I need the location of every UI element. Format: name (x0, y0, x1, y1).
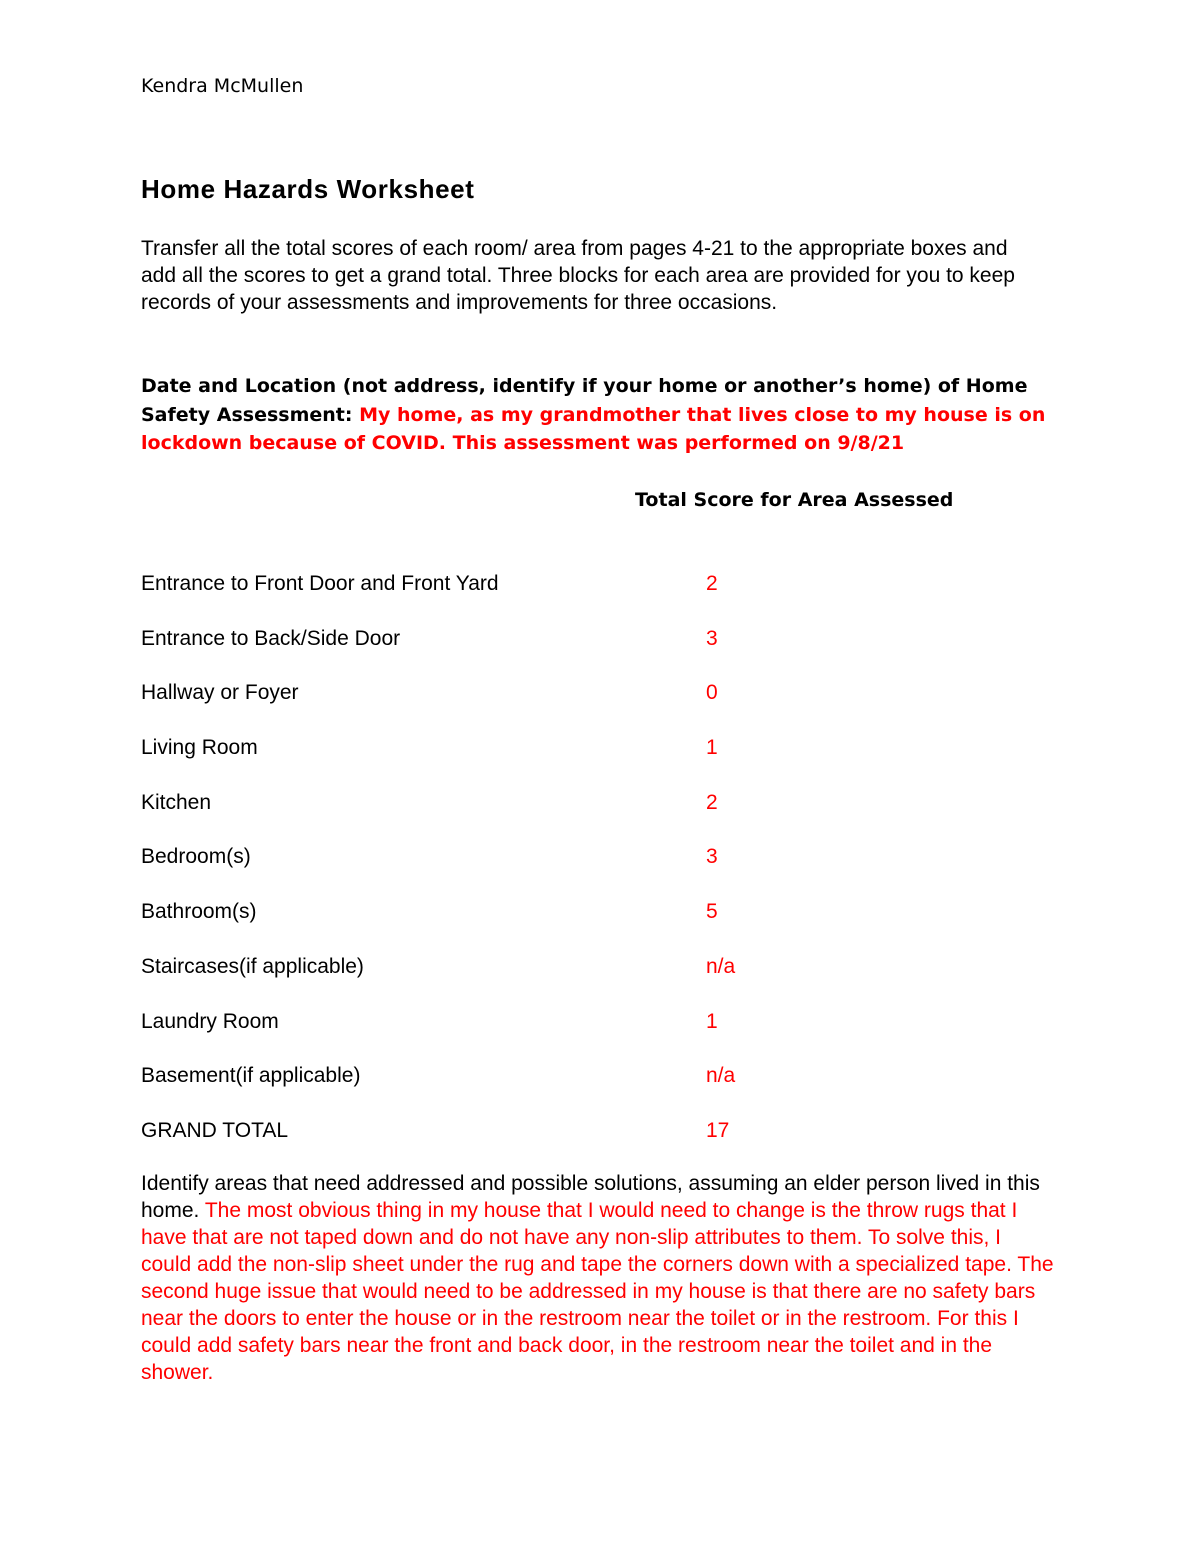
area-row (141, 1008, 941, 1063)
area-row (141, 898, 941, 953)
solutions-prompt: Identify areas that need addressed and possible solutions, assuming an elder person lived in this home. (141, 1172, 1040, 1222)
area-score: n/a (706, 954, 736, 978)
area-row (141, 1062, 941, 1117)
grand-total-label: GRAND TOTAL (141, 1118, 289, 1142)
area-score: 0 (706, 681, 718, 705)
area-label: Bathroom(s) (141, 900, 257, 924)
area-row (141, 843, 941, 898)
author-name: Kendra McMullen (141, 75, 304, 97)
area-score: 1 (706, 736, 718, 760)
area-label: Bedroom(s) (141, 845, 251, 869)
area-label: Living Room (141, 736, 258, 760)
instructions-paragraph: Transfer all the total scores of each room/ area from pages 4-21 to the appropriate boxes and add all the scores to get a grand total. Three blocks for each area are provided for you to keep records of your assessments and improvements for three occasions. (141, 237, 1015, 314)
area-row (141, 679, 941, 734)
solutions-paragraph (141, 1170, 1056, 1386)
area-score: 3 (706, 626, 718, 650)
worksheet-title: Home Hazards Worksheet (141, 174, 475, 204)
area-score: 1 (706, 1009, 718, 1033)
area-label: Staircases(if applicable) (141, 954, 364, 978)
area-label: Entrance to Back/Side Door (141, 626, 401, 650)
assessment-location (141, 372, 1071, 458)
score-column-header: Total Score for Area Assessed (635, 489, 954, 511)
area-score: 5 (706, 900, 718, 924)
area-row (141, 734, 941, 789)
area-label: Basement(if applicable) (141, 1064, 361, 1088)
area-label: Laundry Room (141, 1009, 279, 1033)
area-score: 3 (706, 845, 718, 869)
location-label: Date and Location (not address, identify if your home or another’s home) of Home Safety Assessment: (141, 375, 1028, 426)
area-row (141, 953, 941, 1008)
area-label: Entrance to Front Door and Front Yard (141, 572, 499, 595)
area-label: Kitchen (141, 790, 212, 814)
area-row (141, 570, 941, 625)
grand-total-row (141, 1117, 941, 1172)
grand-total-score: 17 (706, 1118, 730, 1142)
area-score: n/a (706, 1064, 736, 1088)
area-score-table (141, 570, 941, 1172)
solutions-answer: The most obvious thing in my house that I would need to change is the throw rugs that I have that are not taped down and do not have any non-slip attributes to them. To solve this, I could add the non-slip sheet under the rug and tape the corners down with a specialized tape. The second huge issue that would need to be addressed in my house is that there are no safety bars near the doors to enter the house or in the restroom near the toilet or in the restroom. For this I could add safety bars near the front and back door, in the restroom near the toilet and in the shower. (141, 1199, 1054, 1384)
location-answer: My home, as my grandmother that lives close to my house is on lockdown because of COVID. This assessment was performed on 9/8/21 (141, 403, 1046, 454)
area-row (141, 789, 941, 844)
area-score: 2 (706, 790, 718, 814)
area-row (141, 625, 941, 680)
area-label: Hallway or Foyer (141, 681, 299, 705)
area-score: 2 (706, 572, 718, 595)
